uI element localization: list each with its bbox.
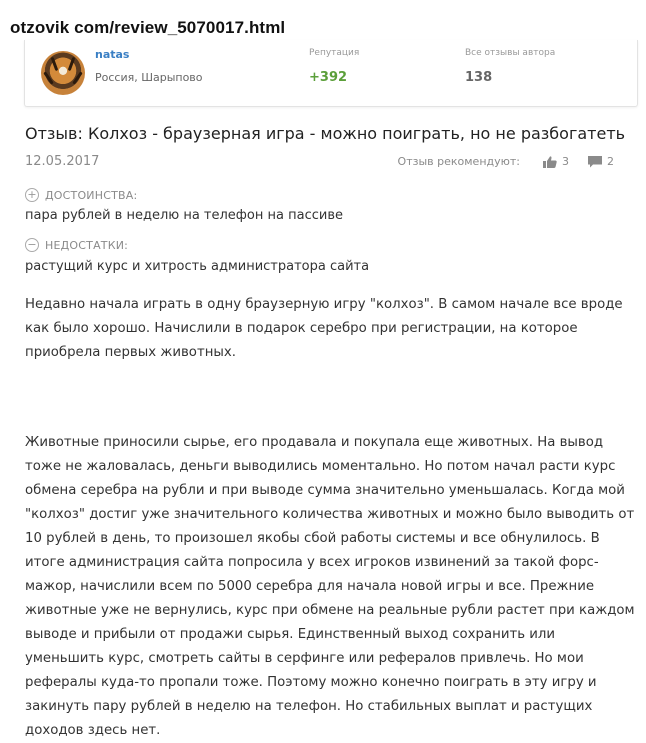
comments-count: 2 xyxy=(607,155,614,168)
plus-icon: + xyxy=(25,188,39,202)
cons-label: НЕДОСТАТКИ: xyxy=(45,238,129,252)
cons-header xyxy=(25,238,128,252)
page-url: otzovik com/review_5070017.html xyxy=(10,18,286,37)
thumbs-up-icon[interactable] xyxy=(543,156,557,168)
reputation-label: Репутация xyxy=(309,48,360,58)
likes-count: 3 xyxy=(562,155,569,168)
review-title: Отзыв: Колхоз - браузерная игра - можно поиграть, но не разбогатеть xyxy=(25,124,626,143)
pros-text: пара рублей в неделю на телефон на пассиве xyxy=(25,208,343,223)
review-paragraph-1: Недавно начала играть в одну браузерную игру "колхоз". В самом начале все вроде как было хорошо. Начислили в подарок серебро при регистрации, на которое приобрела первых животных. xyxy=(25,297,623,360)
author-name[interactable]: natas xyxy=(95,48,130,61)
recommend-label: Отзыв рекомендуют: xyxy=(397,155,520,168)
author-reviews-label[interactable]: Все отзывы автора xyxy=(465,48,556,58)
review-date: 12.05.2017 xyxy=(25,154,100,169)
review-paragraph-2: Животные приносили сырье, его продавала и покупала еще животных. На вывод тоже не жаловалась, деньги выводились моментально. Но потом начал расти курс обмена серебра на рубли и при выводе сумма значительно уменьшалась. Когда мой "колхоз" достиг уже значительного количества животных и можно было выводить от 10 рублей в день, то произошел якобы сбой работы системы и все обнулилось. В итоге администрация сайта попросила у всех игроков извинений за такой форс-мажор, начислили всем по 5000 серебра для начала новой игры и все. Прежние животные уже не вернулись, курс при обмене на реальные рубли растет при каждом выводе и прибыли от продажи сырья. Единственный выход сохранить или уменьшить курс, смотреть сайты в серфинге или рефералов привлечь. Но мои рефералы куда-то пропали тоже. Поэтому можно конечно поиграть в эту игру и закинуть пару рублей в неделю на телефон. Но стабильных выплат и растущих доходов здесь нет. xyxy=(25,435,635,738)
author-card xyxy=(24,40,638,107)
cons-text: растущий курс и хитрость администратора сайта xyxy=(25,259,370,274)
recommend-bar xyxy=(398,155,614,168)
pros-label: ДОСТОИНСТВА: xyxy=(45,188,138,202)
pros-header xyxy=(25,188,137,202)
author-reviews-count[interactable]: 138 xyxy=(465,70,493,85)
comment-icon[interactable] xyxy=(588,156,602,168)
reputation-value: +392 xyxy=(309,70,348,85)
author-city: Россия, Шарыпово xyxy=(95,71,203,84)
minus-icon: − xyxy=(25,238,39,252)
avatar[interactable] xyxy=(41,51,85,95)
